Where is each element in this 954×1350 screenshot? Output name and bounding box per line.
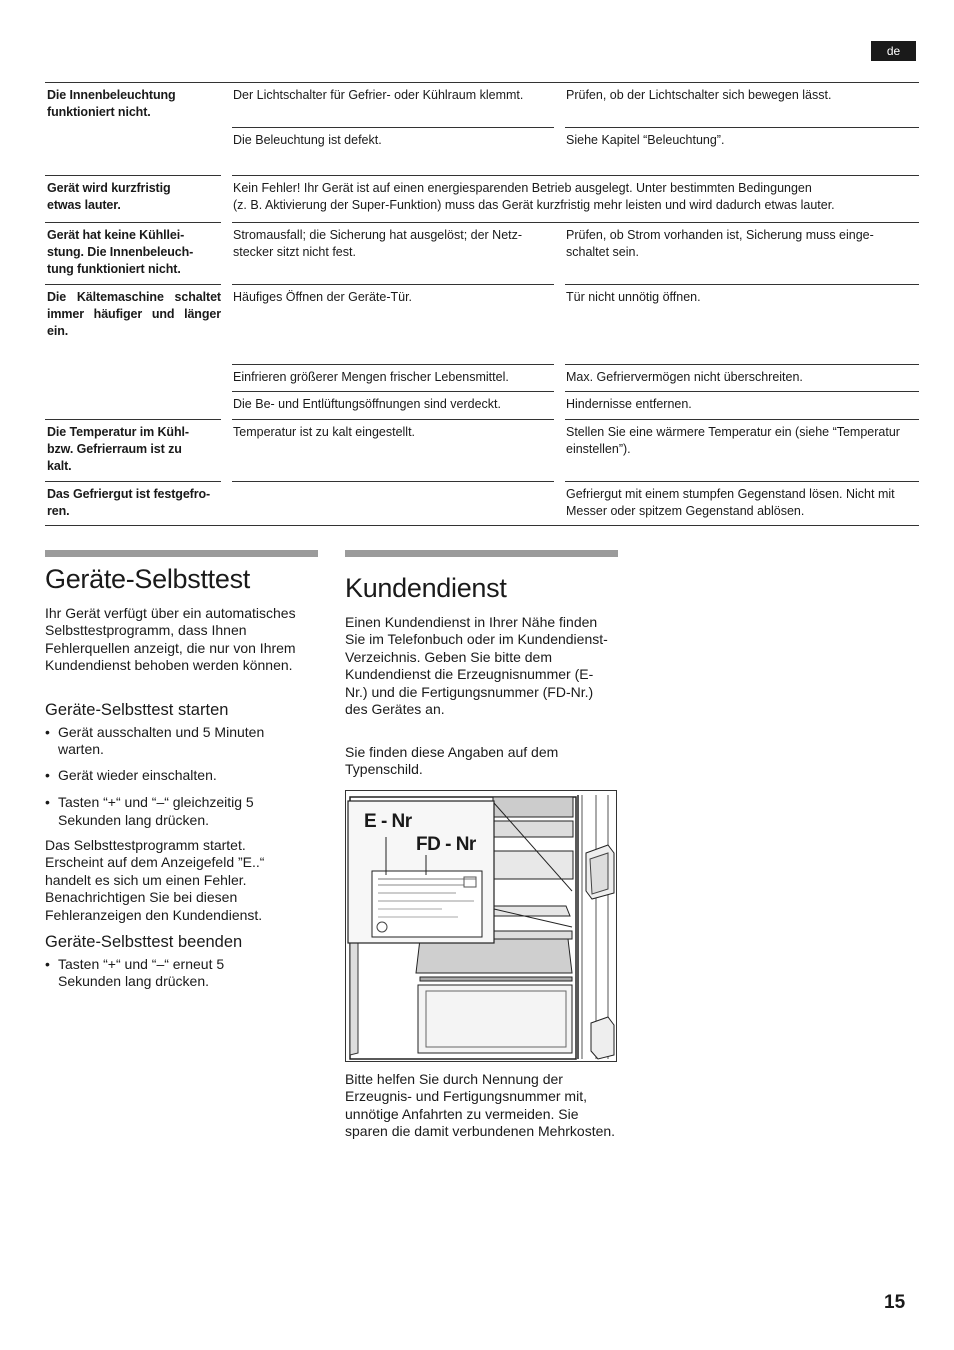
service-para3: Bitte helfen Sie durch Nennung der Erzeugnis- und Fertigungsnummer mit, unnötige Anfahrten zu vermeiden. Sie sparen die damit verbundenen Mehrkosten. (345, 1071, 616, 1140)
e-nr-label: E - Nr (364, 811, 412, 832)
selftest-end-steps (45, 956, 255, 991)
list-item: • Gerät ausschalten und 5 Minuten warten. (45, 724, 305, 759)
selftest-start-result: Das Selbsttestprogramm startet. Erscheint auf dem Anzeigefeld ”E..“ handelt es sich um einen Fehler. Benachrichtigen Sie bei diesen Fehleranzeigen den Kundendienst. (45, 837, 265, 923)
list-item: • Tasten “+“ und “–“ gleichzeitig 5 Sekunden lang drücken. (45, 794, 280, 829)
row-divider (232, 419, 554, 420)
symptom-cell: Die Temperatur im Kühl-bzw. Gefrierraum ist zu kalt. (47, 425, 189, 473)
remedy-cell: Prüfen, ob der Lichtschalter sich bewegen lässt. (566, 88, 832, 102)
remedy-cell: Hindernisse entfernen. (566, 397, 692, 411)
row-divider (565, 284, 919, 285)
remedy-cell: Max. Gefriervermögen nicht überschreiten. (566, 370, 803, 384)
row-divider (232, 222, 919, 223)
cause-cell: Die Be- und Entlüftungsöffnungen sind verdeckt. (233, 397, 501, 411)
service-title: Kundendienst (345, 573, 507, 603)
row-divider (232, 481, 554, 482)
note-cell: Kein Fehler! Ihr Gerät ist auf einen energiesparenden Betrieb ausgelegt. Unter bestimmten Bedingungen (233, 181, 812, 195)
remedy-cell: Siehe Kapitel “Beleuchtung”. (566, 133, 725, 147)
selftest-intro: Ihr Gerät verfügt über ein automatisches Selbsttestprogramm, dass Ihnen Fehlerquellen anzeigt, die nur von Ihrem Kundendienst behoben werden können. (45, 605, 296, 674)
list-item: • Gerät wieder einschalten. (45, 767, 305, 784)
service-para1: Einen Kundendienst in Ihrer Nähe finden Sie im Telefonbuch oder im Kundendienst-Verzeichnis. Geben Sie bitte dem Kundendienst die Erzeugnisnummer (E-Nr.) und die Fertigungsnummer (FD-Nr.) des Gerätes an. (345, 614, 608, 718)
remedy-cell: Tür nicht unnötig öffnen. (566, 290, 701, 304)
row-divider (565, 419, 919, 420)
note-cell: (z. B. Aktivierung der Super-Funktion) muss das Gerät kurzfristig mehr leisten und wird dadurch etwas lauter. (233, 198, 835, 212)
rating-plate-figure (345, 790, 617, 1062)
remedy-cell: Prüfen, ob Strom vorhanden ist, Sicherung muss einge-schaltet sein. (566, 228, 874, 259)
symptom-cell: Die Innenbeleuchtung funktioniert nicht. (47, 88, 176, 119)
cell-divider (565, 127, 919, 128)
row-divider (45, 82, 919, 83)
fd-nr-label: FD - Nr (416, 834, 476, 855)
row-divider (45, 481, 221, 482)
language-badge: de (871, 41, 916, 61)
cause-cell: Häufiges Öffnen der Geräte-Tür. (233, 290, 413, 304)
cause-cell: Temperatur ist zu kalt eingestellt. (233, 425, 416, 439)
row-divider (45, 175, 221, 176)
page-number: 15 (884, 1292, 906, 1313)
cell-divider (232, 391, 554, 392)
row-divider (45, 419, 221, 420)
cell-divider (232, 364, 554, 365)
remedy-cell: Stellen Sie eine wärmere Temperatur ein (siehe “Temperatur einstellen”). (566, 425, 900, 456)
row-divider (45, 284, 221, 285)
service-para2: Sie finden diese Angaben auf dem Typenschild. (345, 744, 559, 778)
cause-cell: Der Lichtschalter für Gefrier- oder Kühlraum klemmt. (233, 88, 524, 102)
symptom-cell: Die Kältemaschine schaltet immer häufiger und länger ein. (47, 290, 221, 338)
cell-divider (232, 127, 554, 128)
symptom-cell: Das Gefriergut ist festgefro-ren. (47, 487, 211, 518)
cause-cell: Einfrieren größerer Mengen frischer Lebensmittel. (233, 370, 509, 384)
section-bar (45, 550, 318, 557)
remedy-cell: Gefriergut mit einem stumpfen Gegenstand lösen. Nicht mit Messer oder spitzem Gegenstand ablösen. (566, 487, 895, 518)
symptom-cell: Gerät wird kurzfristig etwas lauter. (47, 181, 171, 212)
selftest-title: Geräte-Selbsttest (45, 564, 250, 594)
cause-cell: Stromausfall; die Sicherung hat ausgelöst; der Netz-stecker sitzt nicht fest. (233, 228, 523, 259)
symptom-cell: Gerät hat keine Kühllei-stung. Die Innenbeleuch-tung funktioniert nicht. (47, 228, 194, 276)
cause-cell: Die Beleuchtung ist defekt. (233, 133, 382, 147)
row-divider (232, 175, 919, 176)
selftest-end-heading: Geräte-Selbsttest beenden (45, 933, 243, 951)
row-divider (45, 222, 221, 223)
selftest-start-steps (45, 724, 305, 829)
selftest-start-heading: Geräte-Selbsttest starten (45, 701, 229, 719)
table-bottom (45, 525, 919, 526)
list-item: • Tasten “+“ und “–“ erneut 5 Sekunden lang drücken. (45, 956, 255, 991)
section-bar (345, 550, 618, 557)
row-divider (232, 284, 554, 285)
cell-divider (565, 364, 919, 365)
cell-divider (565, 391, 919, 392)
row-divider (565, 481, 919, 482)
